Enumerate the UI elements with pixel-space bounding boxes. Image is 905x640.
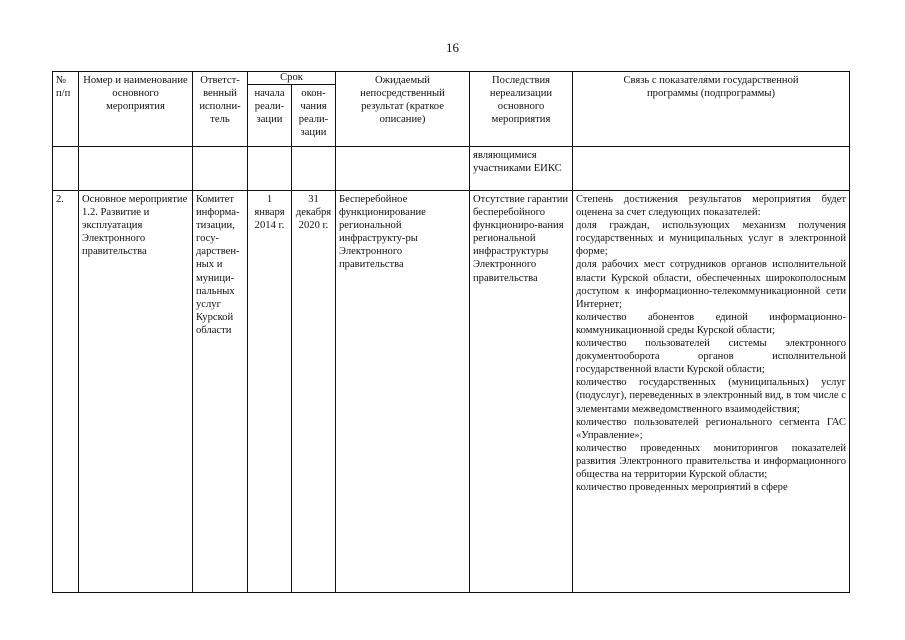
indicator-item: доля рабочих мест сотрудников органов исполнительной власти Курской области, обеспеченных широкополосным доступом к информационно-телекоммуникационной сети Интернет; xyxy=(576,259,846,310)
header-executor: Ответст-венный исполни-тель xyxy=(193,72,248,147)
cell-end: 31 декабря 2020 г. xyxy=(292,191,336,593)
indicator-item: количество пользователей системы электронного документооборота органов исполнительной государственной власти Курской области; xyxy=(576,338,846,376)
cell-consequences-cont: являющимися участниками ЕИКС xyxy=(470,147,573,191)
cell-empty xyxy=(193,147,248,191)
header-start: начала реали-зации xyxy=(248,85,292,147)
indicator-item: количество абонентов единой информационно-коммуникационной среды Курской области; xyxy=(576,311,846,336)
cell-empty xyxy=(292,147,336,191)
cell-empty xyxy=(79,147,193,191)
cell-empty xyxy=(53,147,79,191)
header-name: Номер и наименование основного мероприятия xyxy=(79,72,193,147)
cell-executor: Комитет информа-тизации, госу-дарствен-ных и муници-пальных услуг Курской области xyxy=(193,191,248,593)
page-number: 16 xyxy=(446,40,459,55)
cell-empty xyxy=(248,147,292,191)
indicator-item: доля граждан, использующих механизм получения государственных и муниципальных услуг в электронной форме; xyxy=(576,220,846,258)
cell-empty xyxy=(573,147,850,191)
cell-consequences: Отсутствие гарантии бесперебойного функциониро-вания региональной инфраструктуры Электронного правительства xyxy=(470,191,573,593)
cell-expected: Бесперебойное функционирование региональной инфраструкту-ры Электронного правительства xyxy=(336,191,470,593)
indicator-item: количество проведенных мероприятий в сфере xyxy=(576,482,788,494)
indicator-item: количество государственных (муниципальных) услуг (подуслуг), переведенных в электронный вид, в том числе с элементами межведомственного взаимодействия; xyxy=(576,377,846,415)
cell-link xyxy=(573,191,850,593)
cell-name: Основное мероприятие 1.2. Развитие и эксплуатация Электронного правительства xyxy=(79,191,193,593)
header-link: Связь с показателями государственной программы (подпрограммы) xyxy=(573,72,850,147)
table-row-continuation xyxy=(53,147,850,191)
cell-start: 1 января 2014 г. xyxy=(248,191,292,593)
cell-empty xyxy=(336,147,470,191)
header-num: № п/п xyxy=(53,72,79,147)
indicator-item: количество пользователей регионального сегмента ГАС «Управление»; xyxy=(576,416,846,441)
header-end: окон-чания реали-зации xyxy=(292,85,336,147)
indicator-item: количество проведенных мониторингов показателей развития Электронного правительства и информационного общества на территории Курской области; xyxy=(576,442,846,480)
table-row xyxy=(53,191,850,593)
header-expected: Ожидаемый непосредственный результат (краткое описание) xyxy=(336,72,470,147)
events-table xyxy=(52,71,850,593)
table-header-row xyxy=(53,72,850,85)
link-intro: Степень достижения результатов мероприятия будет оценена за счет следующих показателей: xyxy=(576,194,846,219)
header-consequences: Последствия нереализации основного мероприятия xyxy=(470,72,573,147)
cell-num: 2. xyxy=(53,191,79,593)
header-term: Срок xyxy=(248,72,336,85)
